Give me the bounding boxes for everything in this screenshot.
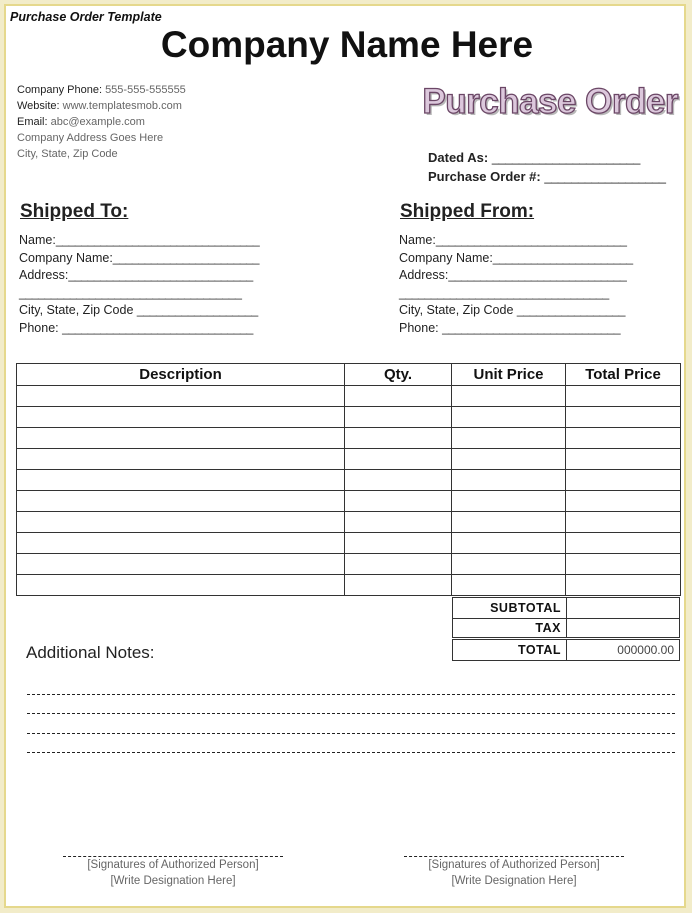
table-row xyxy=(17,386,681,407)
purchase-order-title: Purchase Order xyxy=(422,82,678,121)
qty-cell[interactable] xyxy=(345,407,452,428)
table-row xyxy=(17,491,681,512)
shipped-from-heading: Shipped From: xyxy=(400,201,535,222)
description-cell[interactable] xyxy=(17,491,345,512)
unit-price-cell[interactable] xyxy=(452,449,566,470)
total-price-cell[interactable] xyxy=(566,386,681,407)
unit-price-cell[interactable] xyxy=(452,491,566,512)
table-row xyxy=(17,449,681,470)
unit-price-cell[interactable] xyxy=(452,512,566,533)
company-name: Company Name Here xyxy=(160,24,534,65)
description-cell[interactable] xyxy=(17,386,345,407)
designation-caption-right: [Write Designation Here] xyxy=(451,875,577,887)
qty-cell[interactable] xyxy=(345,449,452,470)
signature-caption-left: [Signatures of Authorized Person] xyxy=(87,859,259,871)
column-header-total-price: Total Price xyxy=(566,364,681,386)
unit-price-cell[interactable] xyxy=(452,575,566,596)
total-price-cell[interactable] xyxy=(566,470,681,491)
table-row xyxy=(17,533,681,554)
qty-cell[interactable] xyxy=(345,512,452,533)
shipped-from-city-field[interactable]: City, State, Zip Code _________________ xyxy=(399,303,625,317)
description-cell[interactable] xyxy=(17,449,345,470)
total-price-cell[interactable] xyxy=(566,533,681,554)
qty-cell[interactable] xyxy=(345,575,452,596)
description-cell[interactable] xyxy=(17,428,345,449)
table-row xyxy=(17,512,681,533)
subtotal-label: SUBTOTAL xyxy=(453,598,567,619)
total-price-cell[interactable] xyxy=(566,449,681,470)
designation-caption-left: [Write Designation Here] xyxy=(110,875,236,887)
table-row xyxy=(17,575,681,596)
total-price-cell[interactable] xyxy=(566,491,681,512)
shipped-to-company-field[interactable]: Company Name:_______________________ xyxy=(19,251,259,265)
po-number-label: Purchase Order #: xyxy=(428,169,541,184)
po-number-field[interactable] xyxy=(428,169,665,184)
shipped-from-company-field[interactable]: Company Name:______________________ xyxy=(399,251,633,265)
totals-table xyxy=(452,597,680,661)
shipped-from-address-line-2[interactable]: _________________________________ xyxy=(399,286,609,300)
notes-line[interactable] xyxy=(27,752,675,753)
unit-price-cell[interactable] xyxy=(452,407,566,428)
company-email xyxy=(17,116,145,128)
table-row xyxy=(17,554,681,575)
additional-notes-heading: Additional Notes: xyxy=(26,643,155,662)
shipped-from-phone-field[interactable]: Phone: ____________________________ xyxy=(399,321,620,335)
total-label: TOTAL xyxy=(453,639,567,661)
column-header-qty: Qty. xyxy=(345,364,452,386)
template-label: Purchase Order Template xyxy=(10,10,162,24)
description-cell[interactable] xyxy=(17,512,345,533)
company-city-state-zip: City, State, Zip Code xyxy=(17,148,118,160)
company-phone-value: 555-555-555555 xyxy=(105,84,186,96)
shipped-to-phone-field[interactable]: Phone: ______________________________ xyxy=(19,321,253,335)
line-items-header-row xyxy=(17,364,681,386)
qty-cell[interactable] xyxy=(345,470,452,491)
column-header-unit-price: Unit Price xyxy=(452,364,566,386)
company-website xyxy=(17,100,182,112)
table-row xyxy=(17,407,681,428)
total-price-cell[interactable] xyxy=(566,512,681,533)
unit-price-cell[interactable] xyxy=(452,533,566,554)
signature-caption-right: [Signatures of Authorized Person] xyxy=(428,859,600,871)
unit-price-cell[interactable] xyxy=(452,386,566,407)
tax-value[interactable] xyxy=(567,619,680,639)
table-row xyxy=(17,470,681,491)
company-email-value: abc@example.com xyxy=(50,116,145,128)
description-cell[interactable] xyxy=(17,470,345,491)
dated-as-field[interactable] xyxy=(428,150,640,165)
shipped-to-address-field[interactable]: Address:_____________________________ xyxy=(19,268,253,282)
line-items-table xyxy=(16,363,681,596)
shipped-to-name-field[interactable]: Name:________________________________ xyxy=(19,233,260,247)
qty-cell[interactable] xyxy=(345,428,452,449)
notes-line[interactable] xyxy=(27,713,675,714)
description-cell[interactable] xyxy=(17,533,345,554)
total-price-cell[interactable] xyxy=(566,575,681,596)
notes-line[interactable] xyxy=(27,733,675,734)
company-website-label: Website: xyxy=(17,100,60,112)
qty-cell[interactable] xyxy=(345,491,452,512)
signature-line-left[interactable] xyxy=(63,856,283,857)
tax-row xyxy=(453,619,680,639)
shipped-to-address-line-2[interactable]: ___________________________________ xyxy=(19,286,242,300)
dated-as-line: ______________________ xyxy=(491,150,640,165)
company-address: Company Address Goes Here xyxy=(17,132,164,144)
unit-price-cell[interactable] xyxy=(452,554,566,575)
shipped-to-city-field[interactable]: City, State, Zip Code ___________________ xyxy=(19,303,258,317)
total-price-cell[interactable] xyxy=(566,554,681,575)
table-row xyxy=(17,428,681,449)
description-cell[interactable] xyxy=(17,575,345,596)
company-email-label: Email: xyxy=(17,116,48,128)
company-phone-label: Company Phone: xyxy=(17,84,102,96)
shipped-to-heading: Shipped To: xyxy=(20,201,129,222)
dated-as-label: Dated As: xyxy=(428,150,489,165)
purchase-order-sheet xyxy=(4,4,686,908)
company-phone xyxy=(17,84,186,96)
unit-price-cell[interactable] xyxy=(452,470,566,491)
company-website-value: www.templatesmob.com xyxy=(62,100,182,112)
column-header-description: Description xyxy=(17,364,345,386)
total-row xyxy=(453,639,680,661)
signature-line-right[interactable] xyxy=(404,856,624,857)
total-price-cell[interactable] xyxy=(566,428,681,449)
qty-cell[interactable] xyxy=(345,554,452,575)
qty-cell[interactable] xyxy=(345,386,452,407)
description-cell[interactable] xyxy=(17,407,345,428)
total-price-cell[interactable] xyxy=(566,407,681,428)
po-number-line: __________________ xyxy=(544,169,666,184)
subtotal-value[interactable] xyxy=(567,598,680,619)
subtotal-row xyxy=(453,598,680,619)
description-cell[interactable] xyxy=(17,554,345,575)
total-value[interactable]: 000000.00 xyxy=(567,639,680,661)
notes-line[interactable] xyxy=(27,694,675,695)
unit-price-cell[interactable] xyxy=(452,428,566,449)
shipped-from-address-field[interactable]: Address:____________________________ xyxy=(399,268,627,282)
shipped-from-name-field[interactable]: Name:______________________________ xyxy=(399,233,627,247)
qty-cell[interactable] xyxy=(345,533,452,554)
tax-label: TAX xyxy=(453,619,567,639)
